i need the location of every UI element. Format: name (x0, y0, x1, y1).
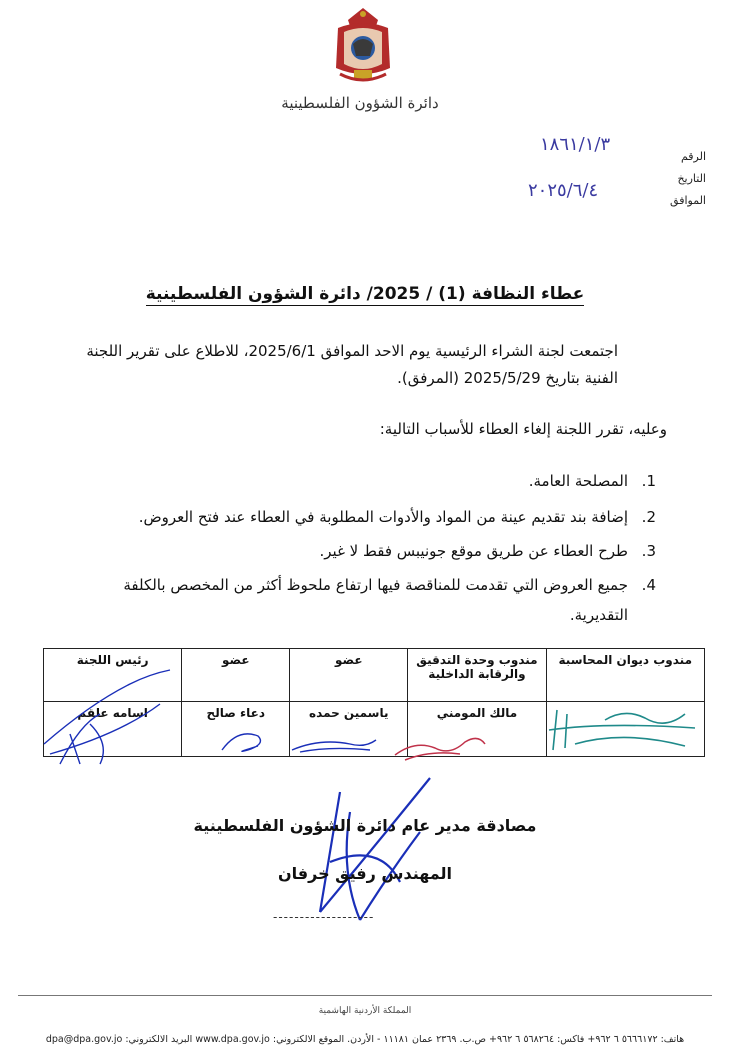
jordan-emblem-icon (330, 4, 396, 86)
role-cell: عضو (182, 649, 290, 702)
footer-contact: هاتف: ٥٦٦٦١٧٢ ٦ ٩٦٢+ فاكس: ٥٦٨٢٦٤ ٦ ٩٦٢+ ص.ب. ٢٣٦٩ عمان ١١١٨١ - الأردن. الموقع الالكتروني: www.dpa.gov.jo البريد الالكتروني: dpa@dpa.gov.jo (45, 1034, 685, 1045)
ref-label: الرقم (680, 150, 706, 163)
reason-number: 2. (641, 508, 656, 526)
role-cell: عضو (290, 649, 408, 702)
reasons-intro: وعليه، تقرر اللجنة إلغاء العطاء للأسباب التالية: (379, 420, 667, 438)
handwritten-signature (290, 732, 380, 757)
reason-item (68, 536, 656, 566)
reason-number: 3. (641, 542, 656, 560)
handwritten-signature (390, 720, 490, 765)
meeting-paragraph: اجتمعت لجنة الشراء الرئيسية يوم الاحد الموافق 2025/6/1، للاطلاع على تقرير اللجنة الفنية بتاريخ 2025/5/29 (المرفق). (86, 342, 618, 387)
director-name: المهندس رفيق خرفان (277, 864, 453, 883)
footer-divider (18, 995, 712, 996)
reason-number: 1. (641, 472, 656, 490)
role-cell: مندوب وحدة التدقيق والرقابة الداخلية (408, 649, 546, 702)
document-title: عطاء النظافة (1) / 2025/ دائرة الشؤون الفلسطينية (145, 284, 585, 304)
approval-line: مصادقة مدير عام دائرة الشؤون الفلسطينية (193, 816, 537, 835)
role-cell: رئيس اللجنة (44, 649, 182, 702)
reason-number: 4. (641, 576, 656, 594)
reason-item (68, 502, 656, 532)
name-cell: مالك المومني (408, 702, 546, 757)
signature-dashes: ------------------- (273, 910, 375, 924)
handwritten-signature (40, 664, 180, 774)
corresponding-value: ٢٠٢٥/٦/٤ (528, 180, 599, 201)
role-cell: مندوب ديوان المحاسبة (546, 649, 704, 702)
reason-text: جميع العروض التي تقدمت للمناقصة فيها ارتفاع ملحوظ أكثر من المخصص بالكلفة التقديرية. (123, 576, 628, 624)
corresponding-label: الموافق (670, 194, 706, 207)
reason-item (68, 570, 656, 630)
ref-value: ١٨٦١/١/٣ (540, 134, 611, 155)
department-name: دائرة الشؤون الفلسطينية (281, 94, 439, 112)
handwritten-signature (545, 700, 705, 760)
date-label: التاريخ (677, 172, 706, 185)
name-cell: اسامه علقم (44, 702, 182, 757)
handwritten-signature (300, 772, 450, 922)
footer-kingdom: المملكة الأردنية الهاشمية (318, 1006, 412, 1016)
reason-text: طرح العطاء عن طريق موقع جونيبس فقط لا غير. (319, 542, 628, 560)
handwritten-signature (218, 724, 268, 756)
name-cell: دعاء صالح (182, 702, 290, 757)
name-cell: ياسمين حمده (290, 702, 408, 757)
reason-item (68, 466, 656, 496)
reason-text: إضافة بند تقديم عينة من المواد والأدوات المطلوبة في العطاء عند فتح العروض. (138, 508, 628, 526)
reason-text: المصلحة العامة. (528, 472, 628, 490)
